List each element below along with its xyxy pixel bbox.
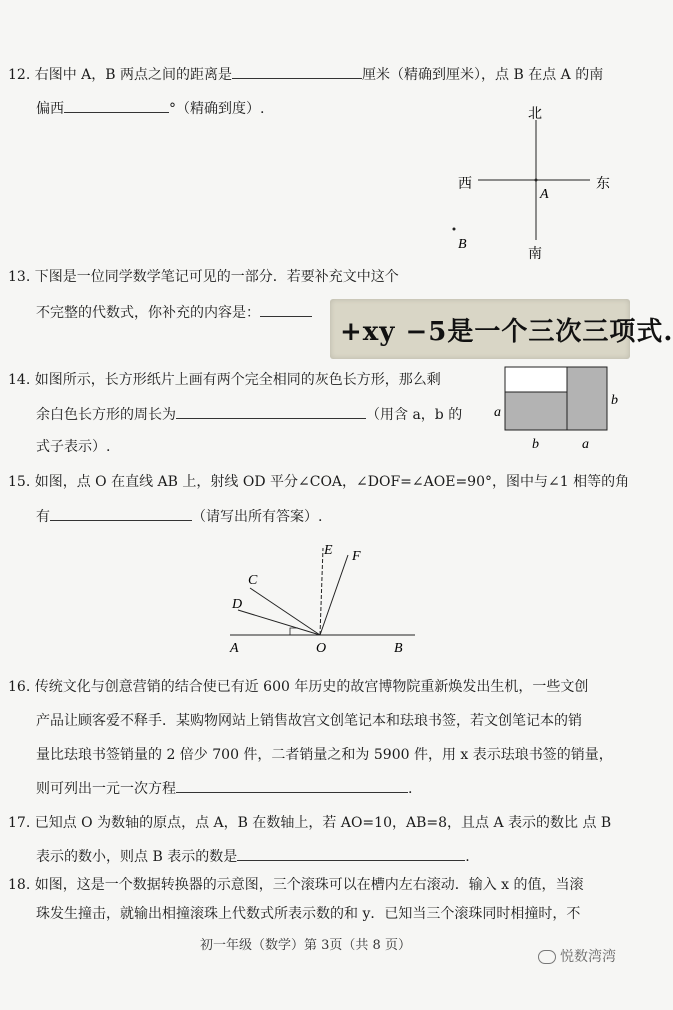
q12-compass-figure bbox=[440, 100, 620, 265]
q15-angle-figure bbox=[220, 540, 420, 658]
q13-line2 bbox=[36, 302, 312, 323]
q15-blank[interactable] bbox=[50, 506, 192, 521]
q12-blank-distance[interactable] bbox=[232, 64, 362, 79]
q12-label-north: 北 bbox=[528, 107, 542, 122]
q15-number: 15. bbox=[8, 474, 31, 490]
q14-text3: 式子表示）. bbox=[36, 439, 111, 455]
q14-label-a-bottom: a bbox=[582, 437, 589, 452]
q12-text1b: 厘米（精确到厘米），点 B 在点 A 的南 bbox=[362, 67, 604, 83]
q16-line3 bbox=[36, 745, 613, 765]
q15-text2b: （请写出所有答案）. bbox=[192, 509, 323, 525]
q12-label-west: 西 bbox=[458, 177, 472, 192]
q15-label-f: F bbox=[352, 549, 361, 564]
q13-note-text: +xy −5是一个三次三项式. bbox=[340, 317, 673, 347]
q16-line2 bbox=[36, 711, 582, 731]
q12-label-south: 南 bbox=[528, 247, 542, 262]
q17-line2 bbox=[36, 846, 470, 867]
q16-number: 16. bbox=[8, 679, 31, 695]
q14-line1 bbox=[8, 370, 441, 390]
q14-line3 bbox=[36, 437, 110, 457]
q12-blank-angle[interactable] bbox=[64, 98, 169, 113]
q14-gray-rect-right bbox=[567, 367, 607, 430]
watermark bbox=[538, 946, 616, 966]
page-footer: 初一年级（数学）第 3页（共 8 页） bbox=[200, 938, 411, 953]
q15-line1 bbox=[8, 472, 629, 492]
q15-text1: 如图，点 O 在直线 AB 上，射线 OD 平分∠COA，∠DOF=∠AOE=90°，图中与∠1 相等的角 bbox=[34, 474, 630, 490]
q15-label-e: E bbox=[324, 543, 333, 558]
q12-text2: 偏西 bbox=[36, 101, 64, 117]
q17-text2: 表示的数小，则点 B 表示的数是 bbox=[36, 849, 238, 865]
q12-number: 12. bbox=[8, 67, 31, 83]
q15-line2 bbox=[36, 506, 322, 527]
q16-blank[interactable] bbox=[176, 778, 408, 793]
q12-label-east: 东 bbox=[596, 177, 610, 192]
q18-text2: 珠发生撞击，就输出相撞滚珠上代数式所表示数的和 y．已知当三个滚珠同时相撞时，不 bbox=[36, 906, 581, 922]
q14-label-a-left: a bbox=[494, 405, 501, 420]
q14-text2b: （用含 a，b 的 bbox=[366, 407, 463, 423]
q16-text4b: . bbox=[408, 781, 413, 797]
q16-text2: 产品让顾客爱不释手．某购物网站上销售故宫文创笔记本和珐琅书签，若文创笔记本的销 bbox=[36, 713, 582, 729]
q13-note-image bbox=[330, 299, 673, 359]
q16-line1 bbox=[8, 677, 588, 697]
q12-text2b: °（精确到度）. bbox=[169, 101, 265, 117]
q18-number: 18. bbox=[8, 877, 31, 893]
q13-text1: 下图是一位同学数学笔记可见的一部分．若要补充文中这个 bbox=[34, 269, 399, 285]
q15-label-c: C bbox=[248, 573, 258, 588]
q16-text3: 量比珐琅书签销量的 2 倍少 700 件，二者销量之和为 5900 件，用 x 表示珐琅书签的销量， bbox=[36, 747, 613, 763]
q12-point-b bbox=[453, 228, 456, 231]
q14-line2 bbox=[36, 404, 462, 425]
q17-text1: 已知点 O 为数轴的原点，点 A，B 在数轴上，若 AO=10，AB=8，且点 A 表示的数比 点 B bbox=[34, 815, 612, 831]
q13-text2: 不完整的代数式，你补充的内容是： bbox=[36, 305, 260, 321]
q12-label-a: A bbox=[540, 187, 549, 202]
q14-rectangle-figure bbox=[490, 364, 620, 454]
q16-text1: 传统文化与创意营销的结合使已有近 600 年历史的故宫博物院重新焕发出生机，一些文创 bbox=[34, 679, 589, 695]
q14-label-b-right: b bbox=[611, 393, 618, 408]
q14-number: 14. bbox=[8, 372, 31, 388]
q14-blank[interactable] bbox=[176, 404, 366, 419]
q18-line2 bbox=[36, 904, 580, 924]
q15-label-a: A bbox=[230, 641, 239, 656]
q12-label-b: B bbox=[458, 237, 467, 252]
q18-text1: 如图，这是一个数据转换器的示意图，三个滚珠可以在槽内左右滚动．输入 x 的值，当滚 bbox=[34, 877, 584, 893]
q17-text2b: . bbox=[465, 849, 470, 865]
q12-text1: 右图中 A，B 两点之间的距离是 bbox=[34, 67, 233, 83]
q17-blank[interactable] bbox=[237, 846, 465, 861]
wechat-icon bbox=[538, 950, 556, 964]
q15-label-d: D bbox=[232, 597, 243, 612]
q14-gray-rect-left bbox=[505, 392, 567, 430]
q14-label-b-bottom: b bbox=[532, 437, 539, 452]
q13-line1 bbox=[8, 267, 399, 287]
q18-line1 bbox=[8, 875, 584, 895]
q15-text2: 有 bbox=[36, 509, 50, 525]
q15-label-b: B bbox=[394, 641, 403, 656]
q16-line4 bbox=[36, 778, 412, 799]
q12-line1 bbox=[8, 64, 603, 85]
q17-number: 17. bbox=[8, 815, 31, 831]
q14-text2: 余白色长方形的周长为 bbox=[36, 407, 176, 423]
q13-number: 13. bbox=[8, 269, 31, 285]
q16-text4: 则可列出一元一次方程 bbox=[36, 781, 176, 797]
watermark-text: 悦数湾湾 bbox=[560, 949, 616, 965]
q14-text1: 如图所示，长方形纸片上画有两个完全相同的灰色长方形，那么剩 bbox=[34, 372, 441, 388]
q15-label-o: O bbox=[316, 641, 327, 656]
q17-line1 bbox=[8, 813, 611, 833]
q12-line2 bbox=[36, 98, 264, 119]
q13-blank[interactable] bbox=[260, 302, 312, 317]
